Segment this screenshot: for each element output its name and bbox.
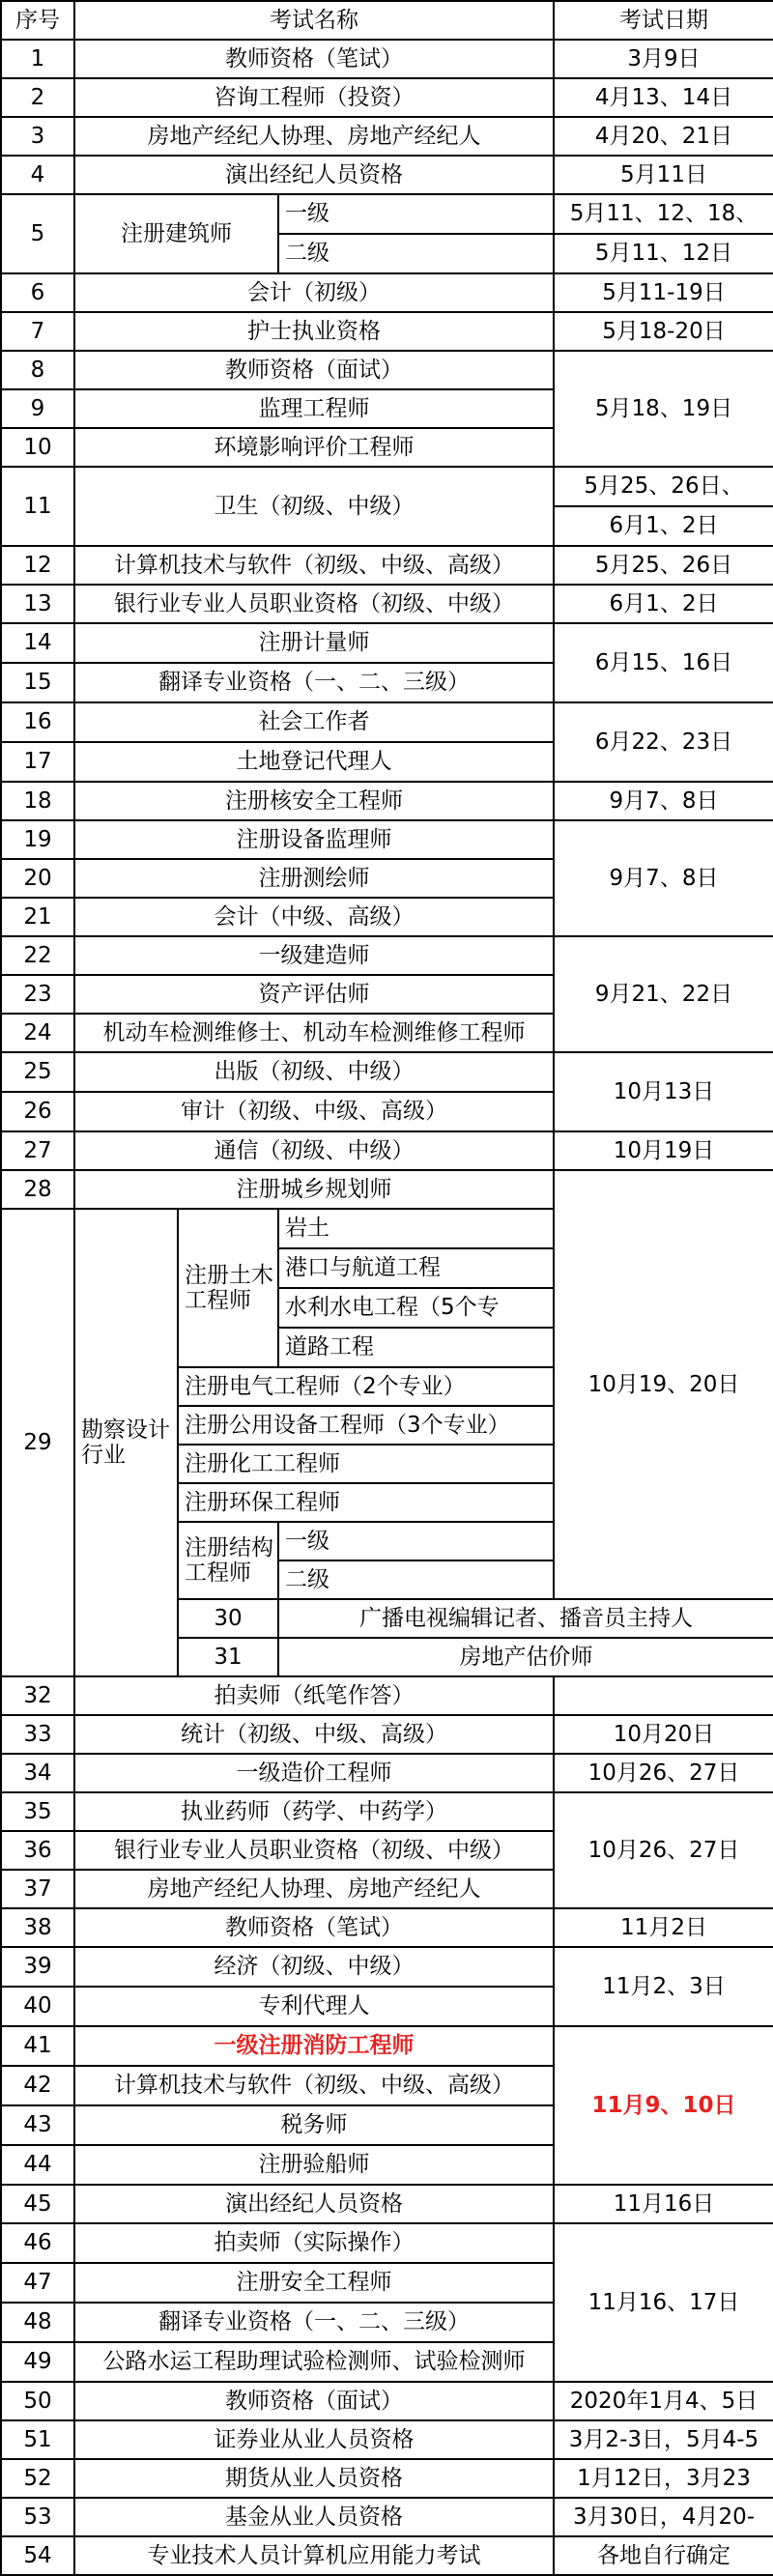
exam-date-highlighted: 11月9、10日 [554, 2026, 773, 2185]
exam-name: 房地产估价师 [278, 1638, 773, 1676]
exam-name: 监理工程师 [74, 389, 554, 428]
exam-date: 6月22、23日 [554, 702, 773, 782]
exam-name: 教师资格（笔试） [74, 1908, 554, 1947]
exam-name: 演出经纪人员资格 [74, 156, 554, 194]
row-number: 54 [1, 2536, 74, 2575]
exam-date: 10月26、27日 [554, 1754, 773, 1792]
row-number: 6 [1, 273, 74, 312]
table-row [1, 273, 773, 312]
exam-date: 10月19日 [554, 1131, 773, 1170]
row-number: 16 [1, 702, 74, 742]
exam-date: 6月1、2日 [554, 506, 773, 546]
table-row [1, 156, 773, 194]
exam-subgroup-name: 注册环保工程师 [178, 1483, 554, 1522]
row-number: 52 [1, 2459, 74, 2498]
exam-name: 注册城乡规划师 [74, 1170, 554, 1209]
exam-date: 5月11、12、18、 [554, 194, 773, 234]
exam-date: 5月25、26日 [554, 546, 773, 585]
exam-date: 4月13、14日 [554, 78, 773, 117]
table-row [1, 546, 773, 585]
table-row [1, 2420, 773, 2459]
table-row [1, 1676, 773, 1715]
row-number: 8 [1, 351, 74, 389]
row-number: 37 [1, 1870, 74, 1908]
row-number: 15 [1, 663, 74, 702]
row-number: 31 [178, 1638, 278, 1676]
table-row [1, 351, 773, 389]
header-exam-date: 考试日期 [554, 1, 773, 40]
exam-specialty: 岩土 [278, 1209, 554, 1248]
exam-date: 9月7、8日 [554, 782, 773, 820]
exam-subgroup-name: 注册土木工程师 [178, 1209, 278, 1367]
exam-date: 5月18、19日 [554, 351, 773, 467]
row-number: 33 [1, 1715, 74, 1754]
row-number: 45 [1, 2185, 74, 2223]
exam-date: 2020年1月4、5日 [554, 2382, 773, 2420]
exam-name: 护士执业资格 [74, 312, 554, 351]
row-number: 10 [1, 428, 74, 467]
exam-name: 证券业从业人员资格 [74, 2420, 554, 2459]
row-number: 28 [1, 1170, 74, 1209]
table-row [1, 1754, 773, 1792]
table-row [1, 1792, 773, 1831]
exam-name: 翻译专业资格（一、二、三级） [74, 2303, 554, 2342]
exam-date: 5月18-20日 [554, 312, 773, 351]
exam-subgroup-name: 注册公用设备工程师（3个专业） [178, 1406, 554, 1445]
exam-specialty: 道路工程 [278, 1328, 554, 1367]
row-number: 17 [1, 742, 74, 782]
row-number: 50 [1, 2382, 74, 2420]
exam-name: 演出经纪人员资格 [74, 2185, 554, 2223]
exam-date: 4月20、21日 [554, 117, 773, 156]
exam-name: 社会工作者 [74, 702, 554, 742]
exam-date: 11月16日 [554, 2185, 773, 2223]
exam-name: 翻译专业资格（一、二、三级） [74, 663, 554, 702]
exam-name: 统计（初级、中级、高级） [74, 1715, 554, 1754]
exam-name: 机动车检测维修士、机动车检测维修工程师 [74, 1014, 554, 1052]
exam-name: 基金从业人员资格 [74, 2498, 554, 2536]
exam-date: 11月2日 [554, 1908, 773, 1947]
exam-date: 10月19、20日 [554, 1170, 773, 1599]
row-number: 53 [1, 2498, 74, 2536]
exam-name: 注册测绘师 [74, 859, 554, 898]
exam-date: 3月30日，4月20- [554, 2498, 773, 2536]
exam-name: 计算机技术与软件（初级、中级、高级） [74, 546, 554, 585]
row-number: 7 [1, 312, 74, 351]
header-number: 序号 [1, 1, 74, 40]
exam-level: 一级 [278, 1522, 554, 1560]
row-number: 27 [1, 1131, 74, 1170]
exam-level: 二级 [278, 1560, 554, 1599]
exam-name: 审计（初级、中级、高级） [74, 1092, 554, 1131]
row-number: 19 [1, 820, 74, 859]
exam-name: 通信（初级、中级） [74, 1131, 554, 1170]
table-row [1, 2185, 773, 2223]
exam-name: 注册设备监理师 [74, 820, 554, 859]
exam-name: 教师资格（面试） [74, 351, 554, 389]
exam-name: 广播电视编辑记者、播音员主持人 [278, 1599, 773, 1638]
exam-name: 拍卖师（实际操作） [74, 2223, 554, 2263]
exam-date: 5月11、12日 [554, 234, 773, 273]
row-number: 32 [1, 1676, 74, 1715]
row-number: 20 [1, 859, 74, 898]
table-row [1, 1131, 773, 1170]
exam-name: 银行业专业人员职业资格（初级、中级） [74, 585, 554, 623]
exam-group-name: 勘察设计行业 [74, 1209, 178, 1676]
table-row [1, 1947, 773, 1987]
row-number: 1 [1, 40, 74, 78]
exam-date: 11月16、17日 [554, 2223, 773, 2382]
exam-date: 各地自行确定 [554, 2536, 773, 2575]
table-row [1, 312, 773, 351]
row-number: 44 [1, 2145, 74, 2185]
exam-date: 5月11-19日 [554, 273, 773, 312]
exam-name: 一级建造师 [74, 936, 554, 975]
exam-name: 环境影响评价工程师 [74, 428, 554, 467]
table-row [1, 1715, 773, 1754]
row-number: 48 [1, 2303, 74, 2342]
exam-date: 9月7、8日 [554, 820, 773, 936]
table-row [1, 623, 773, 663]
exam-name: 房地产经纪人协理、房地产经纪人 [74, 1870, 554, 1908]
table-row [1, 467, 773, 506]
row-number: 40 [1, 1987, 74, 2026]
exam-name: 出版（初级、中级） [74, 1052, 554, 1092]
table-row [1, 1170, 773, 1209]
exam-name: 拍卖师（纸笔作答） [74, 1676, 554, 1715]
row-number: 23 [1, 975, 74, 1014]
exam-specialty: 水利水电工程（5个专 [278, 1288, 554, 1328]
row-number: 18 [1, 782, 74, 820]
exam-subgroup-name: 注册结构工程师 [178, 1522, 278, 1599]
table-row [1, 782, 773, 820]
table-header-row [1, 1, 773, 40]
exam-name: 银行业专业人员职业资格（初级、中级） [74, 1831, 554, 1870]
exam-name-highlighted: 一级注册消防工程师 [74, 2026, 554, 2066]
exam-date: 10月26、27日 [554, 1792, 773, 1908]
exam-subgroup-name: 注册电气工程师（2个专业） [178, 1367, 554, 1406]
exam-name: 注册计量师 [74, 623, 554, 663]
row-number: 46 [1, 2223, 74, 2263]
row-number: 4 [1, 156, 74, 194]
row-number: 5 [1, 194, 74, 273]
row-number: 30 [178, 1599, 278, 1638]
exam-name: 注册安全工程师 [74, 2263, 554, 2303]
table-row [1, 2223, 773, 2263]
table-row [1, 117, 773, 156]
exam-name: 计算机技术与软件（初级、中级、高级） [74, 2066, 554, 2105]
row-number: 13 [1, 585, 74, 623]
row-number: 41 [1, 2026, 74, 2066]
table-row [1, 2459, 773, 2498]
table-row [1, 2536, 773, 2575]
table-row [1, 2026, 773, 2066]
exam-name: 会计（中级、高级） [74, 898, 554, 936]
exam-name: 公路水运工程助理试验检测师、试验检测师 [74, 2342, 554, 2382]
exam-name: 执业药师（药学、中药学） [74, 1792, 554, 1831]
row-number: 24 [1, 1014, 74, 1052]
table-row [1, 1052, 773, 1092]
exam-name: 期货从业人员资格 [74, 2459, 554, 2498]
exam-name: 房地产经纪人协理、房地产经纪人 [74, 117, 554, 156]
exam-date: 10月13日 [554, 1052, 773, 1131]
exam-date: 3月9日 [554, 40, 773, 78]
row-number: 36 [1, 1831, 74, 1870]
row-number: 43 [1, 2105, 74, 2145]
row-number: 29 [1, 1209, 74, 1676]
exam-name: 卫生（初级、中级） [74, 467, 554, 546]
row-number: 2 [1, 78, 74, 117]
exam-name: 经济（初级、中级） [74, 1947, 554, 1987]
row-number: 25 [1, 1052, 74, 1092]
exam-date: 5月25、26日、 [554, 467, 773, 506]
row-number: 26 [1, 1092, 74, 1131]
table-row [1, 2498, 773, 2536]
table-row [1, 194, 773, 234]
exam-date: 1月12日，3月23 [554, 2459, 773, 2498]
exam-date: 6月15、16日 [554, 623, 773, 702]
row-number: 9 [1, 389, 74, 428]
exam-name: 咨询工程师（投资） [74, 78, 554, 117]
exam-name: 教师资格（面试） [74, 2382, 554, 2420]
exam-name: 专业技术人员计算机应用能力考试 [74, 2536, 554, 2575]
exam-name: 会计（初级） [74, 273, 554, 312]
row-number: 12 [1, 546, 74, 585]
row-number: 35 [1, 1792, 74, 1831]
exam-date: 6月1、2日 [554, 585, 773, 623]
exam-name: 一级造价工程师 [74, 1754, 554, 1792]
header-exam-name: 考试名称 [74, 1, 554, 40]
row-number: 34 [1, 1754, 74, 1792]
table-row [1, 40, 773, 78]
exam-subgroup-name: 注册化工工程师 [178, 1445, 554, 1483]
table-row [1, 585, 773, 623]
row-number: 14 [1, 623, 74, 663]
exam-specialty: 港口与航道工程 [278, 1248, 554, 1288]
exam-name: 注册核安全工程师 [74, 782, 554, 820]
exam-name: 教师资格（笔试） [74, 40, 554, 78]
table-row [1, 1908, 773, 1947]
exam-date: 10月20日 [554, 1715, 773, 1754]
row-number: 22 [1, 936, 74, 975]
row-number: 38 [1, 1908, 74, 1947]
row-number: 51 [1, 2420, 74, 2459]
exam-date: 5月11日 [554, 156, 773, 194]
exam-date: 11月2、3日 [554, 1947, 773, 2026]
row-number: 47 [1, 2263, 74, 2303]
row-number: 49 [1, 2342, 74, 2382]
exam-name: 土地登记代理人 [74, 742, 554, 782]
table-row [1, 936, 773, 975]
row-number: 11 [1, 467, 74, 546]
exam-name: 资产评估师 [74, 975, 554, 1014]
table-row [1, 2382, 773, 2420]
row-number: 39 [1, 1947, 74, 1987]
table-row [1, 78, 773, 117]
row-number: 3 [1, 117, 74, 156]
exam-date: 3月2-3日，5月4-5 [554, 2420, 773, 2459]
row-number: 21 [1, 898, 74, 936]
row-number: 42 [1, 2066, 74, 2105]
exam-name: 注册建筑师 [74, 194, 278, 273]
exam-name: 注册验船师 [74, 2145, 554, 2185]
exam-name: 专利代理人 [74, 1987, 554, 2026]
exam-level: 二级 [278, 234, 554, 273]
exam-level: 一级 [278, 194, 554, 234]
table-row [1, 702, 773, 742]
exam-date: 9月21、22日 [554, 936, 773, 1052]
exam-name: 税务师 [74, 2105, 554, 2145]
table-row [1, 820, 773, 859]
